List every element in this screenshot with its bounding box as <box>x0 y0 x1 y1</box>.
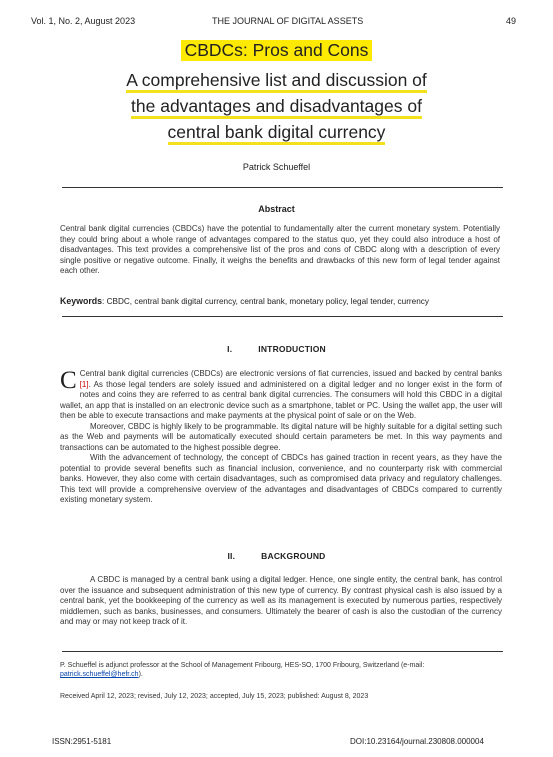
title-line-2-wrap <box>0 68 553 92</box>
abstract-text: Central bank digital currencies (CBDCs) have the potential to fundamentally alter the current monetary system. Potentially they could bring about a whole range of advantages compared to the status quo, yet they could also introduce a host of disadvantages. This text provides a comprehensive list of the pros and cons of CBDC along with a description of every single positive or negative outcome. Finally, it weighs the benefits and drawbacks of this new form of legal tender against each other. <box>60 224 500 275</box>
divider-footnote <box>62 651 503 652</box>
title-line-1-wrap <box>0 40 553 61</box>
author-email-link[interactable]: patrick.schueffel@hefr.ch <box>60 671 139 678</box>
keywords-label: Keywords <box>60 296 103 306</box>
introduction-body <box>60 369 502 506</box>
background-paragraph-1: A CBDC is managed by a central bank using a digital ledger. Hence, one single entity, the central bank, has control over the issuance and subsequent administration of this new type of currency. By contrast physical cash is also issued by a central bank, yet the bookkeeping of the currency as well as its management is executed by numerous parties, respectively middlemen, such as banks, businesses, and consumers. Ultimately the bearer of cash is also the custodian of the currency and may or may not keep track of it. <box>60 575 502 626</box>
title-line-4-wrap <box>0 120 553 144</box>
intro-p1-text-b: . As those legal tenders are solely issued and administered on a digital ledger and no longer exist in the form of notes and coins they are referred to as central bank digital currencies. The consumers will hold this CBDC in a digital wallet, an app that is installed on an electronic device such as a smartphone, tablet or PC. Using the wallet app, the user will then be able to execute transactions and make payments at the physical point of sale or on the Web. <box>60 379 502 420</box>
divider-top <box>62 187 503 188</box>
doi: DOI:10.23164/journal.230808.000004 <box>350 737 484 746</box>
introduction-paragraph-1 <box>60 369 502 422</box>
citation-link[interactable]: [1] <box>79 379 89 389</box>
footnote-affiliation-end: ). <box>138 671 143 678</box>
keywords-text: : CBDC, central bank digital currency, central bank, monetary policy, legal tender, currency <box>102 297 429 306</box>
title-line-4: central bank digital currency <box>168 122 386 145</box>
section-heading-background <box>0 551 553 561</box>
keywords <box>60 296 500 306</box>
author-name: Patrick Schueffel <box>242 162 311 172</box>
header-page-number: 49 <box>506 16 517 26</box>
introduction-paragraph-3: With the advancement of technology, the concept of CBDCs has gained traction in recent years, as they have the potential to provide several benefits such as financial inclusion, convenience, and no counterparty risk with commercial banks. However, they also come with certain disadvantages, such as compromised data privacy and regulatory challenges. This text will provide a comprehensive overview of the advantages and disadvantages of CBDCs compared to currently existing monetary system. <box>60 453 502 504</box>
section-number: II. <box>227 551 236 561</box>
intro-p1-text-a: Central bank digital currencies (CBDCs) are electronic versions of fiat currencies, issued and backed by central banks <box>79 369 502 378</box>
title-line-2: A comprehensive list and discussion of <box>126 70 427 93</box>
footnote-affiliation <box>60 661 502 679</box>
section-title: BACKGROUND <box>261 551 326 561</box>
divider-keywords <box>62 316 503 317</box>
section-heading-introduction <box>0 344 553 354</box>
section-number: I. <box>227 344 233 354</box>
footnote-dates: Received April 12, 2023; revised, July 12, 2023; accepted, July 15, 2023; published: August 8, 2023 <box>60 693 369 700</box>
section-title: INTRODUCTION <box>258 344 326 354</box>
abstract-heading: Abstract <box>258 204 295 214</box>
drop-cap: C <box>60 367 77 394</box>
introduction-paragraph-2: Moreover, CBDC is highly likely to be programmable. Its digital nature will be highly suitable for a digital setting such as the Web and payments will be automatically executed should certain parameters be met. In this way payments and transactions can be automated to the highest possible degree. <box>60 421 502 452</box>
header-journal-name: THE JOURNAL OF DIGITAL ASSETS <box>212 16 364 26</box>
footnote-affiliation-text: P. Schueffel is adjunct professor at the School of Management Fribourg, HES-SO, 1700 Fribourg, Switzerland (e-mail: <box>60 662 425 669</box>
title-line-3: the advantages and disadvantages of <box>131 96 422 119</box>
issn: ISSN:2951-5181 <box>52 737 112 746</box>
header-volume: Vol. 1, No. 2, August 2023 <box>31 16 136 26</box>
title-line-1: CBDCs: Pros and Cons <box>181 40 373 61</box>
title-line-3-wrap <box>0 94 553 118</box>
